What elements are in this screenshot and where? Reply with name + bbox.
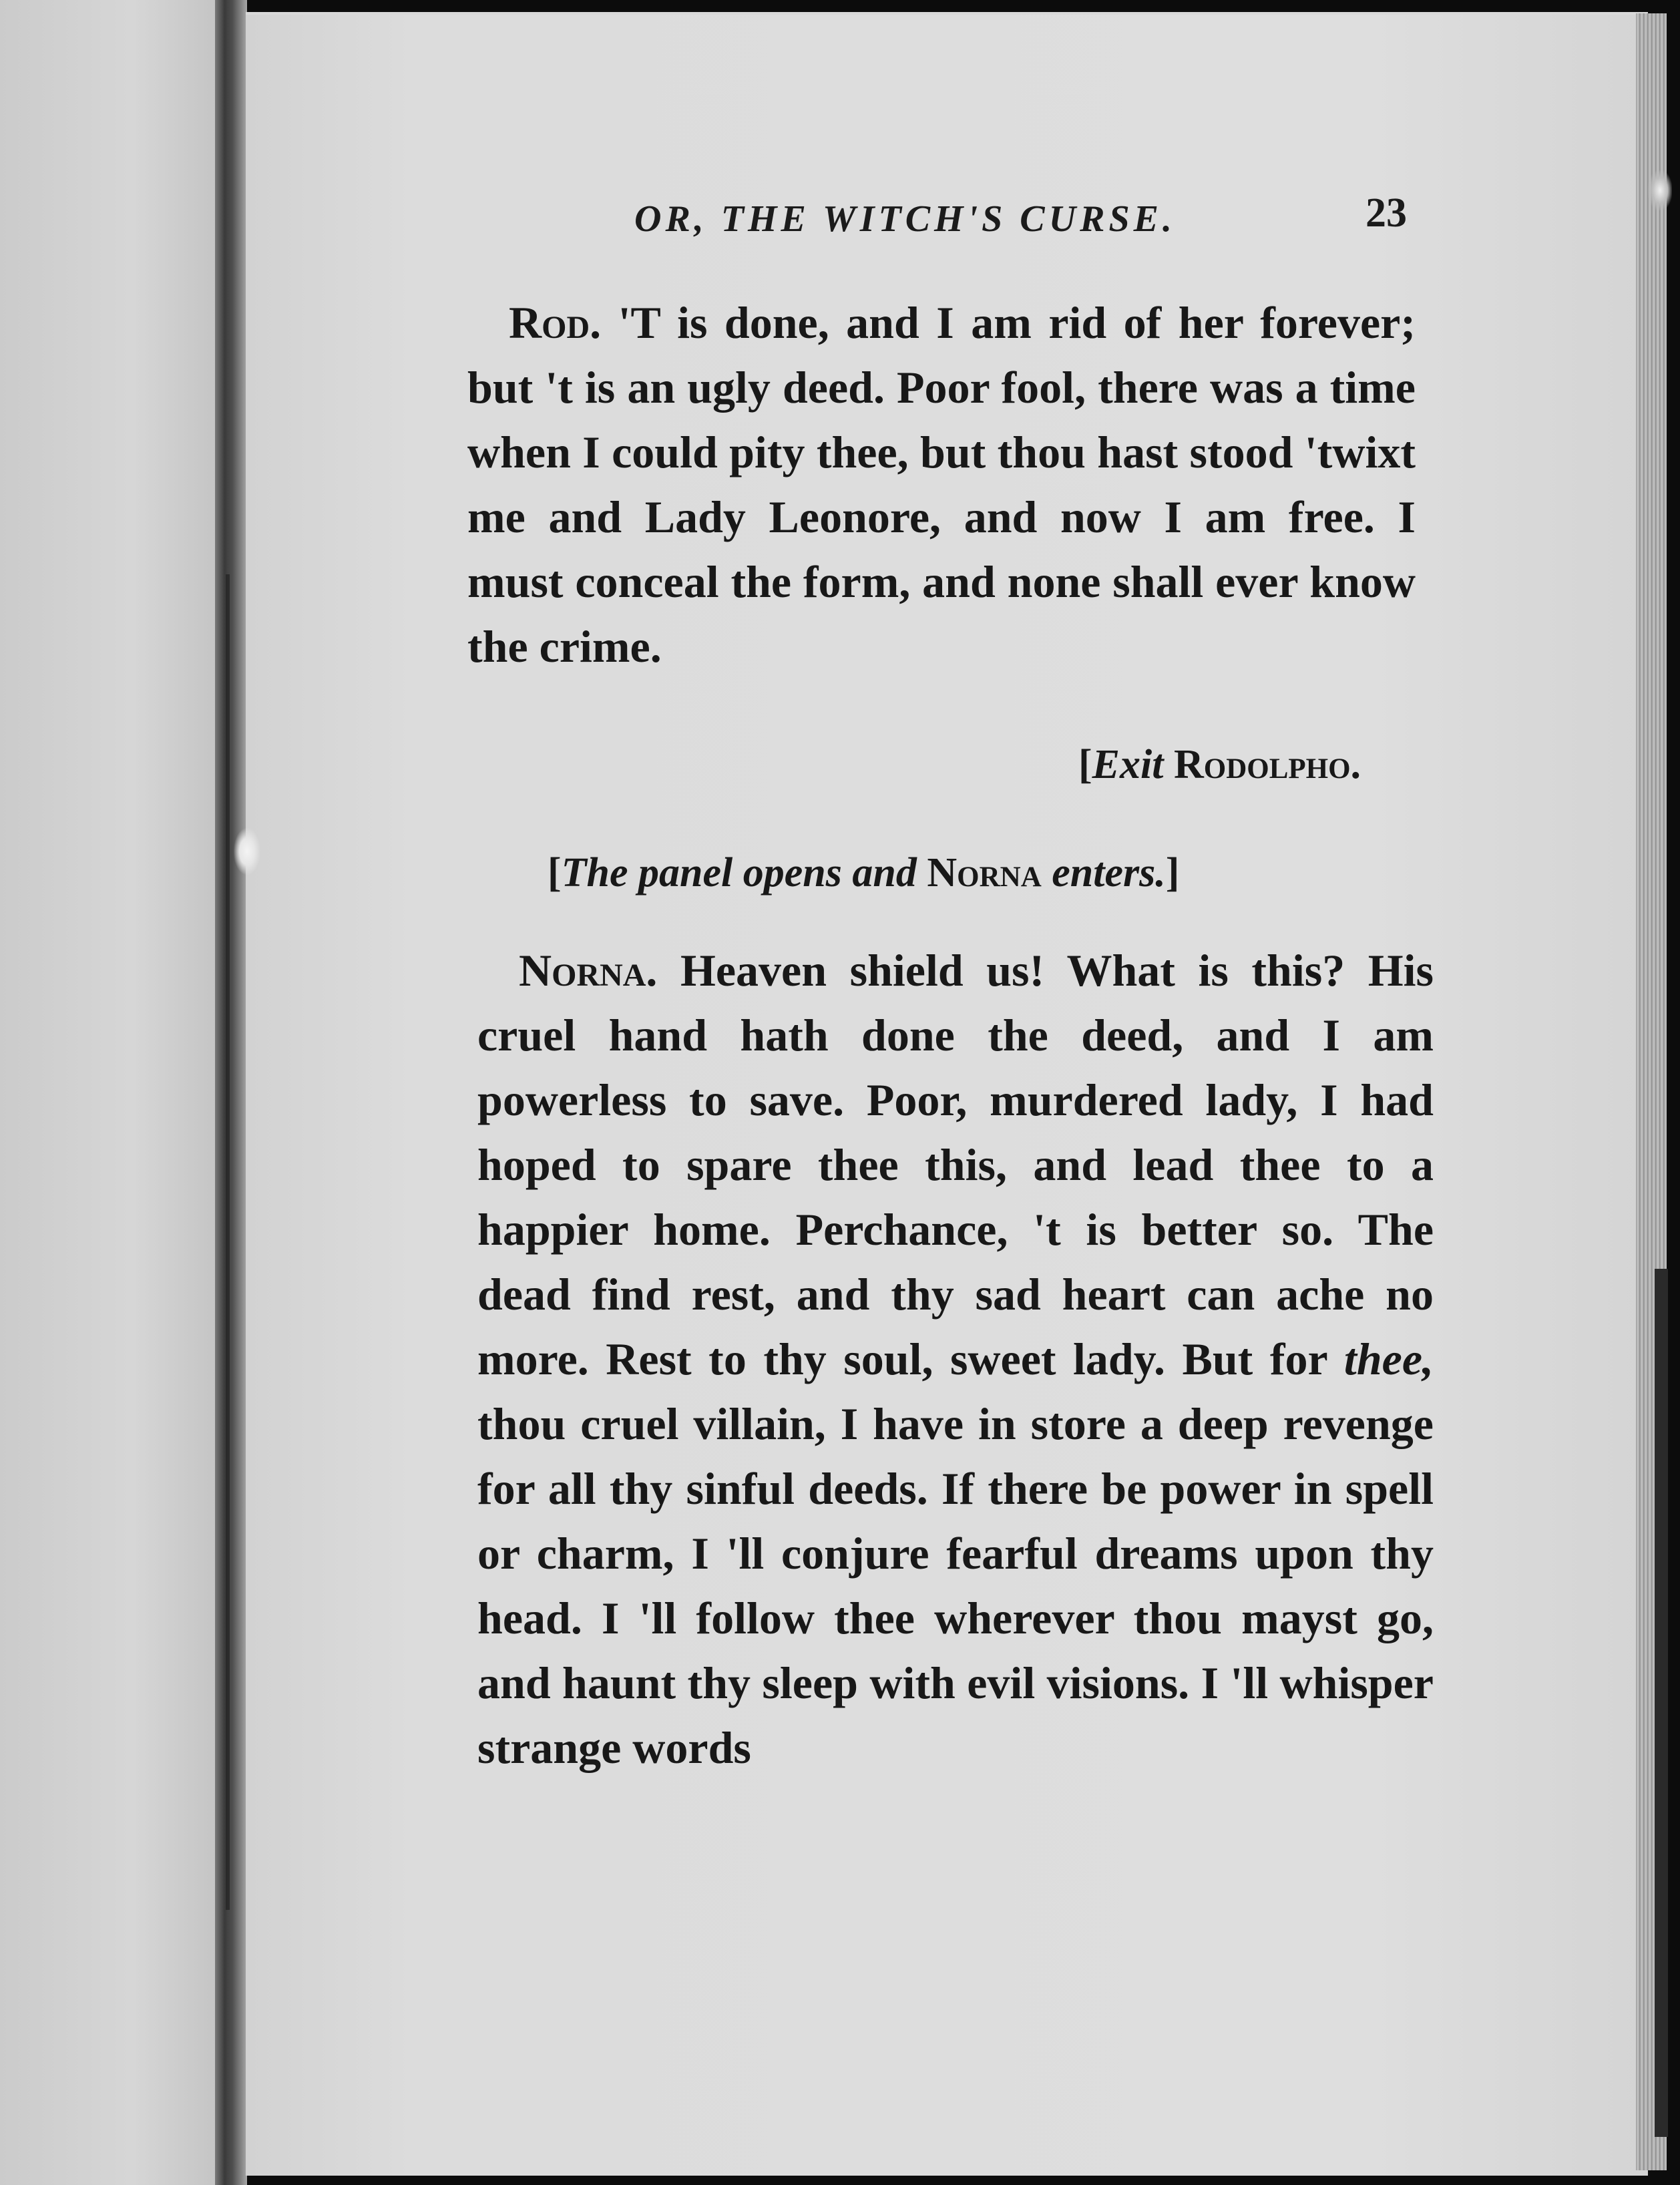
page-edge-shadow [1655, 1269, 1668, 2137]
stage-direction [548, 849, 1179, 897]
speaker-name: Rod. [509, 297, 602, 348]
paper-speck [234, 828, 260, 875]
exit-verb: Exit [1092, 742, 1164, 787]
exit-direction [1078, 741, 1361, 789]
spine-gutter [215, 0, 247, 2185]
speech-text: thou cruel villain, I have in store a deep revenge for all thy sinful deeds. If there be power in spell or charm, I 'll conjure fearful dreams upon thy head. I 'll follow thee wherever thou mayst go, and haunt thy sleep with evil visions. I 'll whisper strange words [477, 1398, 1434, 1773]
speech-text: 'T is done, and I am rid of her forever; but 't is an ugly deed. Poor fool, there was a time when I could pity thee, but thou hast stood 'twixt me and Lady Leonore, and now I am free. I must conceal the form, and none shall ever know the crime. [467, 297, 1416, 672]
paper-speck [1648, 170, 1672, 210]
speaker-name: Norna. [519, 945, 658, 996]
character-name: Norna [927, 850, 1042, 896]
bracket: [ [1078, 742, 1092, 787]
bracket: [ [548, 850, 562, 896]
bracket: ] [1165, 850, 1180, 896]
gutter-shadow-line [226, 574, 230, 1910]
speech-text: Heaven shield us! What is this? His cruel hand hath done the deed, and I am powerless to save. Poor, murdered lady, I had hoped to spare thee this, and lead thee to a happier home. Perchance, 't is better so. The dead find rest, and thy sad heart can ache no more. Rest to thy soul, sweet lady. But for [477, 945, 1434, 1384]
direction-tail: enters. [1052, 850, 1166, 896]
page-number: 23 [1366, 190, 1407, 236]
left-page-blank [0, 0, 220, 2185]
running-head-title: OR, THE WITCH'S CURSE. [634, 198, 1176, 240]
direction-lead: The panel opens and [561, 850, 917, 896]
norna-speech [477, 938, 1434, 1780]
character-name: Rodolpho. [1173, 742, 1361, 787]
rod-speech [467, 290, 1416, 679]
emphasis-text: thee, [1343, 1334, 1434, 1384]
